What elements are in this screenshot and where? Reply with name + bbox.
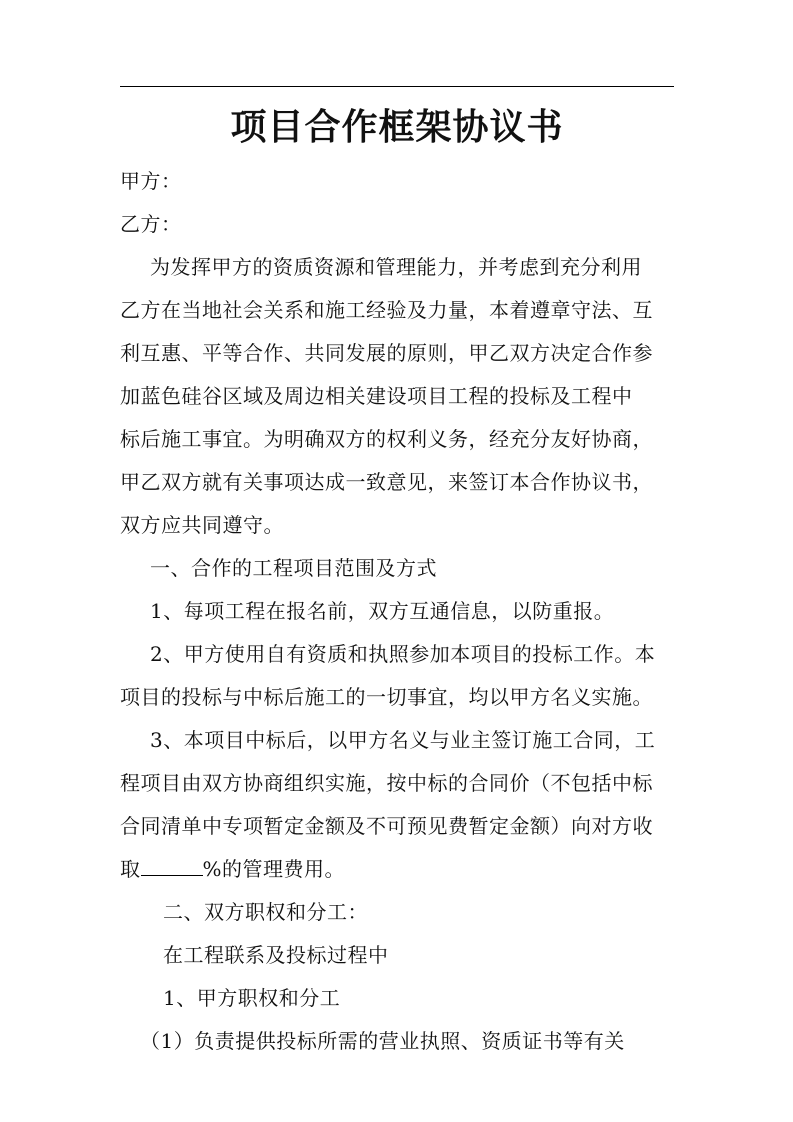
document-title: 项目合作框架协议书 [230,107,564,148]
intro-line: 甲乙双方就有关事项达成一致意见，来签订本合作协议书， [120,470,653,494]
intro-line: 标后施工事宜。为明确双方的权利义务，经充分友好协商， [120,427,653,451]
fee-percentage-blank[interactable] [141,857,203,876]
intro-line: 双方应共同遵守。 [120,513,284,537]
intro-line: 利互惠、平等合作、共同发展的原则，甲乙双方决定合作参 [120,341,653,365]
intro-line: 乙方在当地社会关系和施工经验及力量，本着遵章守法、互 [120,298,653,322]
party-b-label: 乙方： [120,212,182,236]
header-rule [120,86,674,87]
clause-3-fee-suffix: %的管理费用。 [202,857,346,881]
section-2-heading: 二、双方职权和分工： [163,900,368,924]
section-2-subheading: 在工程联系及投标过程中 [163,943,389,967]
intro-line: 加蓝色硅谷区域及周边相关建设项目工程的投标及工程中 [120,384,633,408]
clause-2-line: 2、甲方使用自有资质和执照参加本项目的投标工作。本 [150,642,656,666]
clause-3-line: 程项目由双方协商组织实施，按中标的合同价（不包括中标 [120,771,653,795]
clause-3-fee-prefix: 取 [120,857,141,881]
clause-3-line: 3、本项目中标后，以甲方名义与业主签订施工合同，工 [150,728,656,752]
clause-1: 1、每项工程在报名前，双方互通信息，以防重报。 [150,599,615,623]
section-1-heading: 一、合作的工程项目范围及方式 [150,556,437,580]
party-a-duties-heading: 1、甲方职权和分工 [163,986,341,1010]
intro-line: 为发挥甲方的资质资源和管理能力，并考虑到充分利用 [150,255,642,279]
party-a-label: 甲方： [120,169,182,193]
duty-1: （1）负责提供投标所需的营业执照、资质证书等有关 [140,1029,625,1053]
clause-2-line: 项目的投标与中标后施工的一切事宜，均以甲方名义实施。 [120,685,653,709]
clause-3-fee-line [120,856,676,882]
clause-3-line: 合同清单中专项暂定金额及不可预见费暂定金额）向对方收 [120,814,653,838]
